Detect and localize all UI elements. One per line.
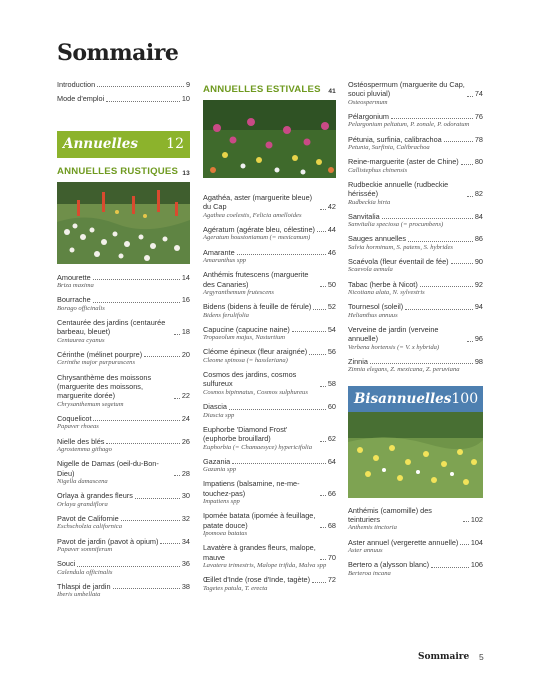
rustiques-heading-label: ANNUELLES RUSTIQUES: [57, 165, 179, 177]
toc-entry-title: Amarante: [203, 247, 235, 257]
toc-entry-botanical-name: Centaurea cyanus: [57, 336, 105, 344]
toc-entry-botanical-name: Papaver somniferum: [57, 545, 113, 553]
toc-entry-page: 42: [327, 202, 336, 212]
toc-entry-page: 14: [181, 272, 190, 282]
toc-entry-title: Amourette: [57, 272, 91, 282]
toc-entry[interactable]: [57, 373, 190, 409]
dot-leader: [144, 356, 180, 357]
toc-entry-botanical-name: Anthemis tinctoria: [348, 524, 397, 532]
dot-leader: [467, 96, 473, 97]
toc-entry-page: 80: [474, 157, 483, 167]
toc-entry-page: 82: [474, 189, 483, 199]
col3-list: [348, 80, 483, 375]
toc-entry[interactable]: [203, 248, 336, 266]
toc-entry[interactable]: [57, 414, 190, 432]
bisannuelles-banner-page: 100: [451, 390, 479, 407]
dot-leader: [106, 443, 179, 444]
toc-entry[interactable]: [203, 347, 336, 365]
toc-entry[interactable]: [203, 302, 336, 320]
toc-entry[interactable]: [348, 538, 483, 556]
toc-entry-botanical-name: Tagetes patula, T. erecta: [203, 584, 268, 592]
page-title: Sommaire: [57, 40, 179, 66]
dot-leader: [113, 588, 180, 589]
toc-entry[interactable]: [203, 402, 336, 420]
dot-leader: [320, 386, 326, 387]
toc-entry-page: 26: [181, 436, 190, 446]
toc-entry[interactable]: [348, 112, 483, 130]
dot-leader: [320, 495, 326, 496]
toc-entry-page: 36: [181, 559, 190, 569]
toc-entry-title: Capucine (capucine naine): [203, 324, 290, 334]
dot-leader: [420, 286, 473, 287]
toc-entry-title: Cléome épineux (fleur araignée): [203, 347, 308, 357]
toc-entry[interactable]: [348, 280, 483, 298]
toc-entry-page: 72: [327, 575, 336, 585]
dot-leader: [93, 279, 180, 280]
toc-entry-botanical-name: Amaranthus spp: [203, 257, 247, 265]
dot-leader: [320, 286, 326, 287]
footer-page-number: 5: [479, 652, 484, 662]
toc-entry-page: 16: [181, 295, 190, 305]
toc-entry[interactable]: [203, 575, 336, 593]
toc-entry-title: Anthémis (camomille) des teinturiers: [348, 505, 432, 524]
toc-entry-botanical-name: Orlaya grandiflora: [57, 500, 108, 508]
toc-entry[interactable]: [57, 273, 190, 291]
toc-entry-title: Cérinthe (mélinet pourpre): [57, 350, 143, 360]
dot-leader: [93, 302, 180, 303]
toc-entry-page: 56: [327, 347, 336, 357]
toc-entry-page: 74: [474, 89, 483, 99]
toc-entry-page: 58: [327, 379, 336, 389]
toc-column-1: [57, 80, 190, 604]
toc-entry-page: 76: [474, 112, 483, 122]
toc-entry[interactable]: [203, 543, 336, 570]
annuelles-banner[interactable]: [57, 131, 190, 158]
toc-entry-title: Agératum (agérate bleu, célestine): [203, 225, 315, 235]
toc-entry-title: Sauges annuelles: [348, 234, 407, 244]
dot-leader: [121, 520, 180, 521]
toc-entry[interactable]: [348, 157, 483, 175]
toc-entry-page: 102: [470, 514, 483, 524]
dot-leader: [451, 263, 473, 264]
dot-leader: [229, 409, 326, 410]
toc-entry-botanical-name: Osteospermum: [348, 98, 388, 106]
toc-entry[interactable]: [57, 295, 190, 313]
dot-leader: [444, 141, 473, 142]
dot-leader: [237, 254, 326, 255]
rustiques-heading[interactable]: [57, 166, 190, 177]
dot-leader: [408, 241, 473, 242]
toc-entry[interactable]: [348, 302, 483, 320]
toc-entry-title: Ostéospermum (marguerite du Cap, souci pluvial): [348, 80, 465, 99]
toc-entry-title: Centaurée des jardins (centaurée barbeau, bleuet): [57, 318, 166, 337]
dot-leader: [106, 101, 180, 102]
toc-entry[interactable]: [57, 559, 190, 577]
toc-entry[interactable]: [348, 560, 483, 578]
toc-entry-title: Pavot de Californie: [57, 513, 119, 523]
estivales-heading-label: ANNUELLES ESTIVALES: [203, 84, 321, 95]
toc-entry-page: 38: [181, 581, 190, 591]
dot-leader: [292, 331, 326, 332]
toc-entry-title: Bidens (bidens à feuille de férule): [203, 302, 312, 312]
toc-entry-title: Thlaspi de jardin: [57, 581, 111, 591]
toc-entry-page: 70: [327, 552, 336, 562]
toc-entry-botanical-name: Argyranthemum frutescens: [203, 289, 274, 297]
toc-entry-title: Reine-marguerite (aster de Chine): [348, 157, 459, 167]
dot-leader: [370, 363, 473, 364]
toc-entry-page: 66: [327, 488, 336, 498]
toc-entry-title: Bertero a (alysson blanc): [348, 560, 430, 570]
toc-entry[interactable]: [348, 325, 483, 352]
dot-leader: [320, 441, 326, 442]
toc-entry-page: 68: [327, 520, 336, 530]
dot-leader: [467, 341, 473, 342]
dot-leader: [405, 309, 473, 310]
toc-entry-title: Tabac (herbe à Nicot): [348, 279, 418, 289]
toc-entry-title: Gazania: [203, 456, 231, 466]
toc-entry-page: 24: [181, 414, 190, 424]
toc-entry-botanical-name: Helianthus annuus: [348, 311, 398, 319]
toc-entry[interactable]: [203, 479, 336, 506]
toc-entry-page: 64: [327, 456, 336, 466]
toc-entry-title: Anthémis frutescens (marguerite des Canaries): [203, 270, 309, 289]
toc-entry-botanical-name: Diascia spp: [203, 411, 235, 419]
toc-entry[interactable]: [348, 357, 483, 375]
toc-entry-title: Agathéa, aster (marguerite bleue) du Cap: [203, 193, 313, 212]
toc-entry[interactable]: [348, 506, 483, 533]
toc-entry-botanical-name: Ageratum houstonianum (= mexicanum): [203, 234, 311, 242]
toc-entry-page: 9: [185, 80, 190, 89]
rustiques-heading-page: 13: [182, 169, 190, 177]
toc-entry-page: 92: [474, 279, 483, 289]
dot-leader: [93, 420, 179, 421]
toc-entry-title: Pétunia, surfinia, calibrachoa: [348, 134, 442, 144]
toc-entry-page: 28: [181, 468, 190, 478]
dot-leader: [312, 582, 326, 583]
toc-entry-botanical-name: Ipomoea batatas: [203, 530, 248, 538]
toc-entry-botanical-name: Lavatera trimestris, Malope trifida, Malva spp: [203, 562, 327, 570]
toc-entry-page: 44: [327, 225, 336, 235]
toc-entry-title: Introduction: [57, 80, 96, 89]
dot-leader: [160, 543, 179, 544]
toc-entry-botanical-name: Scaevola aemula: [348, 266, 393, 274]
bisannuelles-banner-title: Bisannuelles: [354, 390, 452, 407]
toc-entry[interactable]: [348, 234, 483, 252]
toc-entry-title: Coquelicot: [57, 414, 92, 424]
toc-entry-title: Verveine de jardin (verveine annuelle): [348, 324, 439, 344]
footer-section-label: Sommaire: [418, 652, 470, 662]
toc-entry-botanical-name: Rudbeckia hirta: [348, 198, 391, 206]
toc-entry-page: 60: [327, 402, 336, 412]
toc-entry-botanical-name: Bidens ferulifolia: [203, 311, 249, 319]
toc-entry-page: 104: [470, 537, 483, 547]
toc-entry-title: Ipomée batata (ipomée à feuillage, patate douce): [203, 511, 316, 530]
estivales-heading-page: 41: [328, 88, 336, 95]
dot-leader: [320, 209, 326, 210]
bisannuelles-photo: [348, 412, 483, 498]
intro-list: [57, 80, 190, 104]
toc-entry[interactable]: [203, 511, 336, 538]
dot-leader: [317, 231, 326, 232]
dot-leader: [174, 398, 180, 399]
toc-entry[interactable]: [348, 135, 483, 153]
toc-entry-botanical-name: Nigella damascena: [57, 478, 108, 486]
toc-entry[interactable]: [203, 370, 336, 397]
rustiques-photo: [57, 182, 190, 264]
toc-entry-page: 94: [474, 302, 483, 312]
toc-entry[interactable]: [203, 193, 336, 220]
toc-entry-botanical-name: Iberis umbellata: [57, 591, 101, 599]
toc-entry-page: 34: [181, 536, 190, 546]
dot-leader: [174, 334, 180, 335]
dot-leader: [320, 527, 326, 528]
toc-entry-botanical-name: Briza maxima: [57, 282, 94, 290]
toc-entry[interactable]: [203, 270, 336, 297]
toc-entry[interactable]: [203, 457, 336, 475]
toc-entry[interactable]: [57, 80, 190, 89]
annuelles-banner-page: 12: [166, 136, 184, 153]
toc-entry[interactable]: [57, 537, 190, 555]
toc-entry-title: Cosmos des jardins, cosmos sulfureux: [203, 370, 297, 389]
toc-entry-page: 78: [474, 134, 483, 144]
toc-entry[interactable]: [57, 582, 190, 600]
toc-entry-page: 106: [470, 560, 483, 570]
toc-entry-botanical-name: Verbena hortensis (= V. x hybrida): [348, 343, 440, 351]
toc-entry-title: Mode d'emploi: [57, 94, 105, 104]
toc-entry-title: Euphorbe 'Diamond Frost' (euphorbe brouillard): [203, 424, 288, 444]
estivales-photo: [203, 100, 336, 178]
toc-entry-title: Zinnia: [348, 356, 368, 366]
toc-entry-botanical-name: Salvia horminum, S. patens, S. hybrides: [348, 243, 453, 251]
toc-column-2: [203, 80, 336, 598]
dot-leader: [309, 354, 326, 355]
dot-leader: [460, 544, 468, 545]
toc-entry-botanical-name: Aster annuus: [348, 546, 383, 554]
toc-entry-page: 22: [181, 391, 190, 401]
toc-entry-botanical-name: Petunia, Surfinia, Calibrachoa: [348, 144, 430, 152]
toc-entry-botanical-name: Sanvitalia speciosa (= procumbens): [348, 221, 444, 229]
dot-leader: [313, 309, 326, 310]
toc-entry-title: Œillet d'Inde (rose d'Inde, tagète): [203, 575, 311, 585]
toc-entry[interactable]: [348, 180, 483, 207]
toc-entry-title: Lavatère à grandes fleurs, malope, mauve: [203, 543, 316, 562]
toc-entry-title: Souci: [57, 559, 76, 569]
dot-leader: [431, 567, 469, 568]
toc-entry-botanical-name: Borago officinalis: [57, 304, 105, 312]
toc-entry-botanical-name: Papaver rhoeas: [57, 423, 99, 431]
dot-leader: [77, 566, 180, 567]
toc-entry-page: 30: [181, 491, 190, 501]
toc-entry-page: 90: [474, 257, 483, 267]
toc-entry-botanical-name: Agathea coelestis, Felicia amelloides: [203, 211, 302, 219]
toc-entry-botanical-name: Cosmos bipinnatus, Cosmos sulphureus: [203, 388, 308, 396]
toc-entry-title: Scaévola (fleur éventail de fée): [348, 257, 449, 267]
toc-entry-page: 32: [181, 513, 190, 523]
rustiques-list: [57, 273, 190, 600]
toc-entry-botanical-name: Chrysanthemum segetum: [57, 400, 124, 408]
toc-entry-page: 20: [181, 350, 190, 360]
toc-entry-botanical-name: Zinnia elegans, Z. mexicana, Z. peruviana: [348, 366, 460, 374]
toc-entry[interactable]: [57, 94, 190, 103]
dot-leader: [135, 498, 180, 499]
toc-entry-page: 96: [474, 334, 483, 344]
toc-entry-botanical-name: Berteroa incana: [348, 569, 391, 577]
toc-entry[interactable]: [57, 459, 190, 486]
toc-entry-title: Chrysanthème des moissons (marguerite des moissons, marguerite dorée): [57, 372, 152, 401]
toc-entry-title: Sanvitalia: [348, 211, 380, 221]
toc-entry-botanical-name: Pelargonium peltatum, P. zonale, P. odoratum: [348, 121, 470, 129]
toc-entry-title: Nigelle de Damas (oeil-du-Bon-Dieu): [57, 459, 159, 478]
toc-entry[interactable]: [57, 514, 190, 532]
toc-entry-page: 18: [181, 327, 190, 337]
toc-entry[interactable]: [57, 350, 190, 368]
toc-entry-botanical-name: Nicotiana alata, N. sylvestris: [348, 289, 425, 297]
dot-leader: [382, 218, 473, 219]
toc-entry-title: Aster annuel (vergerette annuelle): [348, 537, 459, 547]
toc-entry[interactable]: [348, 80, 483, 107]
dot-leader: [463, 521, 469, 522]
bisannuelles-list: [348, 506, 483, 578]
toc-entry-botanical-name: Euphorbia (= Chamaesyce) hypericifolia: [203, 443, 313, 451]
toc-entry-title: Bourrache: [57, 295, 91, 305]
dot-leader: [467, 196, 473, 197]
estivales-heading[interactable]: [203, 84, 336, 95]
dot-leader: [174, 475, 180, 476]
toc-entry-page: 62: [327, 434, 336, 444]
bisannuelles-banner[interactable]: [348, 386, 483, 412]
toc-entry-page: 86: [474, 234, 483, 244]
toc-entry-title: Tournesol (soleil): [348, 302, 404, 312]
dot-leader: [461, 164, 473, 165]
toc-entry-title: Impatiens (balsamine, ne-me-touchez-pas): [203, 479, 300, 498]
toc-entry[interactable]: [57, 437, 190, 455]
dot-leader: [232, 463, 326, 464]
toc-entry-page: 52: [327, 302, 336, 312]
toc-entry-title: Diascia: [203, 402, 227, 412]
toc-entry-botanical-name: Impatiens spp: [203, 498, 240, 506]
toc-entry-page: 10: [181, 94, 190, 104]
estivales-list: [203, 193, 336, 593]
toc-entry-page: 84: [474, 211, 483, 221]
toc-entry-page: 54: [327, 324, 336, 334]
toc-entry-botanical-name: Tropaeolum majus, Nasturtium: [203, 334, 286, 342]
toc-entry[interactable]: [348, 212, 483, 230]
toc-entry-page: 98: [474, 356, 483, 366]
toc-entry-botanical-name: Gazania spp: [203, 466, 237, 474]
toc-column-3: [348, 80, 483, 583]
toc-entry[interactable]: [57, 491, 190, 509]
toc-entry-page: 46: [327, 247, 336, 257]
toc-entry-title: Nielle des blés: [57, 436, 105, 446]
dot-leader: [320, 559, 326, 560]
toc-entry-botanical-name: Cleome spinosa (= hassleriana): [203, 356, 288, 364]
toc-entry-title: Pavot de jardin (pavot à opium): [57, 536, 159, 546]
toc-entry-title: Orlaya à grandes fleurs: [57, 491, 133, 501]
toc-entry-botanical-name: Callistephus chinensis: [348, 166, 408, 174]
annuelles-banner-title: Annuelles: [63, 136, 138, 153]
dot-leader: [391, 118, 473, 119]
toc-entry-botanical-name: Agrostemma githago: [57, 446, 112, 454]
toc-entry-botanical-name: Calendula officinalis: [57, 568, 113, 576]
toc-entry[interactable]: [203, 325, 336, 343]
dot-leader: [97, 86, 184, 87]
toc-entry-botanical-name: Cerinthe major purpurascens: [57, 359, 136, 367]
toc-entry[interactable]: [348, 257, 483, 275]
toc-entry[interactable]: [57, 318, 190, 345]
toc-entry[interactable]: [203, 425, 336, 452]
toc-entry-botanical-name: Eschscholzia californica: [57, 523, 123, 531]
toc-entry-title: Rudbeckie annuelle (rudbeckie hérissée): [348, 179, 449, 199]
toc-entry[interactable]: [203, 225, 336, 243]
toc-entry-title: Pélargonium: [348, 112, 389, 122]
toc-entry-page: 50: [327, 279, 336, 289]
